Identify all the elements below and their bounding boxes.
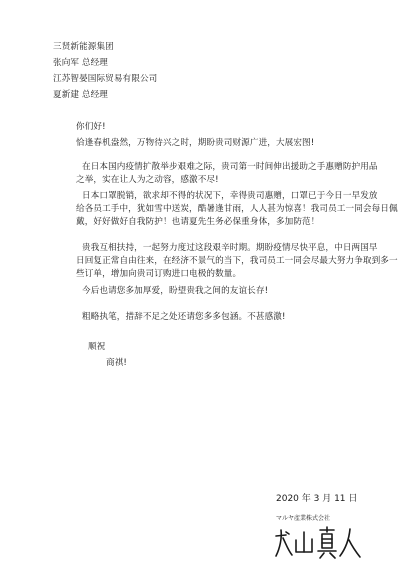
paragraph-4-line-1: 贵我互相扶持，一起努力度过这段艰辛时期。期盼疫情尽快平息，中日两国早 (82, 243, 378, 253)
paragraph-5-line-1: 今后也请您多加厚爱，盼望贵我之间的友谊长存! (82, 286, 269, 296)
letter-date: 2020 年 3 月 11 日 (276, 494, 358, 504)
recipient-company-2: 江苏智晏国际贸易有限公司 (53, 74, 158, 84)
handwritten-signature (272, 524, 362, 564)
paragraph-3-line-3: 戴，好好做好自我防护！也请夏先生务必保重身体，多加防范！ (76, 217, 320, 227)
paragraph-4-line-2: 日回复正常自由往来，在经济不景气的当下，我司员工一同会尽最大努力争取到多一 (76, 256, 398, 266)
paragraph-4-line-3: 些订单，增加向贵司订购进口电极的数量。 (76, 269, 242, 279)
closing-wish: 顺祝 (88, 342, 106, 352)
recipient-person-1: 张向军 总经理 (53, 58, 108, 68)
paragraph-2-line-2: 之举，实在让人为之动容，感激不尽! (76, 175, 219, 185)
paragraph-3-line-1: 日本口罩脱销，欲求却不得的状况下，幸得贵司惠赠，口罩已于今日一早发放 (82, 191, 378, 201)
closing-regards: 商祺! (106, 358, 127, 368)
recipient-company-1: 三贤新能源集团 (53, 42, 114, 52)
sender-company: マルヤ產業株式会社 (276, 515, 331, 522)
paragraph-1-line-1: 恰逢春机盎然，万物待兴之时，期盼贵司财源广进，大展宏图! (76, 138, 315, 148)
paragraph-3-line-2: 给各员工手中，犹如雪中送炭，酷暑逢甘雨，人人甚为惊喜！我司员工一同会每日佩 (76, 204, 398, 214)
paragraph-6-line-1: 粗略执笔，措辞不足之处还请您多多包涵。不甚感激! (82, 312, 286, 322)
recipient-person-2: 夏新建 总经理 (53, 90, 108, 100)
paragraph-2-line-1: 在日本国内疫情扩散举步艰难之际，贵司第一时间伸出援助之手惠赠防护用品 (82, 162, 378, 172)
greeting: 你们好! (76, 122, 106, 132)
